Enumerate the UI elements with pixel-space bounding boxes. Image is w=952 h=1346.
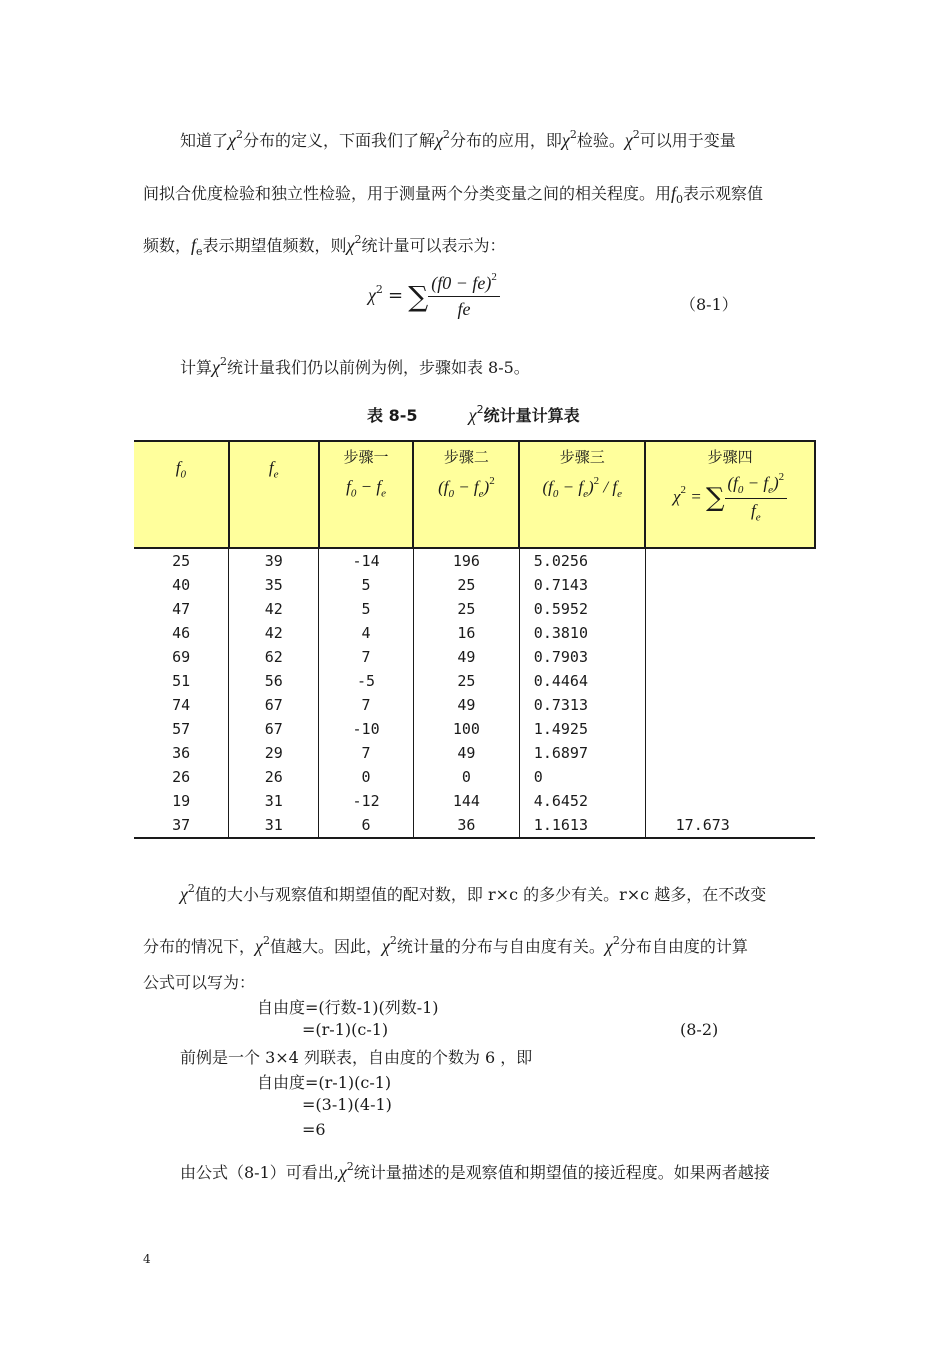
page-number: 4 (143, 1252, 151, 1266)
table-cell: 5 (319, 573, 414, 597)
table-cell (645, 548, 815, 573)
table-cell: 0 (319, 765, 414, 789)
dof-line-6: =6 (302, 1120, 326, 1139)
dof-line-4: 自由度=(r-1)(c-1) (257, 1073, 392, 1092)
table-cell: -14 (319, 548, 414, 573)
dof-line-3: 前例是一个 3×4 列联表，自由度的个数为 6 ，即 (180, 1048, 533, 1067)
table-cell: 0.3810 (519, 621, 645, 645)
chi-symbol: χ (228, 130, 236, 150)
table-row (134, 765, 815, 789)
table-cell: 74 (172, 696, 191, 714)
table-cell: 196 (413, 548, 519, 573)
table-cell: 67 (229, 717, 319, 741)
table-cell: 1.4925 (519, 717, 645, 741)
header-fe: $f_e$ (229, 441, 319, 548)
table-cell: 26 (172, 768, 191, 786)
table-cell (645, 741, 815, 765)
table-cell: 0 (519, 765, 645, 789)
table-cell: 4 (319, 621, 414, 645)
chi-symbol: χ (434, 130, 443, 150)
formula-number-8-1: （8-1） (680, 295, 738, 314)
table-cell: 7 (319, 693, 414, 717)
table-cell: 100 (413, 717, 519, 741)
dof-line-1: 自由度=(行数-1)(列数-1) (257, 998, 439, 1017)
table-cell: 4.6452 (519, 789, 645, 813)
table-cell: 0.4464 (519, 669, 645, 693)
header-step-1: 步骤一 $f_0 - f_e$ (319, 441, 414, 548)
table-cell: 29 (229, 741, 319, 765)
paragraph-4: 由公式（8-1）可看出$,\chi^2$统计量描述的是观察值和期望值的接近程度。如果两者越接 (180, 1159, 770, 1182)
table-row (134, 669, 815, 693)
table-cell: -12 (319, 789, 414, 813)
table-cell: 42 (229, 621, 319, 645)
table-cell: 62 (229, 645, 319, 669)
chi-symbol: χ (561, 130, 570, 150)
table-cell: 46 (172, 624, 191, 642)
header-step-2: 步骤二 $(f_0 - f_e)^2$ (413, 441, 519, 548)
table-cell: 5.0256 (519, 548, 645, 573)
table-cell: -10 (319, 717, 414, 741)
table-cell: 25 (413, 597, 519, 621)
table-row (134, 548, 815, 573)
table-cell: 17.673 (645, 813, 815, 838)
table-row (134, 597, 815, 621)
chi-square-table (134, 440, 816, 839)
table-cell: 0.7313 (519, 693, 645, 717)
table-cell: 57 (172, 720, 191, 738)
header-f0: $f_0$ (134, 441, 229, 548)
table-cell: 37 (134, 813, 229, 838)
table-cell: 25 (413, 669, 519, 693)
table-row (134, 741, 815, 765)
table-cell (645, 573, 815, 597)
table-row (134, 621, 815, 645)
formula-number-8-2: (8-2) (680, 1020, 719, 1039)
header-step-4: 步骤四 $\chi^2$ = ∑ $\frac{(f_0 - f_e)^2}{f_e}$ (645, 441, 815, 548)
paragraph-3-line-3: 公式可以写为： (143, 973, 256, 992)
table-cell: 7 (319, 741, 414, 765)
table-cell: 31 (229, 789, 319, 813)
table-caption: 表 8-5 $\chi^2$统计量计算表 (367, 402, 580, 425)
table-cell (645, 765, 815, 789)
table-row (134, 693, 815, 717)
paragraph-1-line-1: 知道了$\chi^2$分布的定义，下面我们了解$\chi^2$分布的应用，即$\chi^2$检验。$\chi^2$可以用于变量 (180, 127, 736, 150)
table-cell: 39 (229, 548, 319, 573)
table-cell: 0.7143 (519, 573, 645, 597)
dof-line-2: =(r-1)(c-1) (302, 1020, 389, 1039)
table-row (134, 573, 815, 597)
formula-8-1: $\chi^2$ = ∑ $\frac{(f0 - fe)^2}{fe}$ (368, 273, 500, 320)
table-cell (645, 717, 815, 741)
table-cell (645, 597, 815, 621)
table-cell (645, 789, 815, 813)
table-cell: 25 (172, 552, 191, 570)
table-cell: 0.5952 (519, 597, 645, 621)
table-cell: 5 (319, 597, 414, 621)
table-cell: 49 (413, 645, 519, 669)
paragraph-1-line-3: 频数，$f_e$表示期望值频数，则$\chi^2$统计量可以表示为： (143, 232, 506, 259)
table-cell: -5 (319, 669, 414, 693)
table-row (134, 789, 815, 813)
table-cell: 7 (319, 645, 414, 669)
table-cell: 51 (172, 672, 191, 690)
table-row (134, 813, 815, 838)
table-cell: 1.1613 (519, 813, 645, 838)
table-cell: 47 (172, 600, 191, 618)
table-row (134, 717, 815, 741)
paragraph-2: 计算$\chi^2$统计量我们仍以前例为例，步骤如表 8-5。 (180, 354, 530, 377)
table-cell: 36 (413, 813, 519, 838)
table-cell: 42 (229, 597, 319, 621)
table-cell: 40 (172, 576, 191, 594)
table-cell: 6 (319, 813, 414, 838)
fraction: $\frac{(f0 - fe)^2}{fe}$ (428, 273, 500, 320)
table-cell: 36 (172, 744, 191, 762)
table-cell: 25 (413, 573, 519, 597)
table-cell (645, 621, 815, 645)
table-body (134, 548, 815, 838)
table-cell: 49 (413, 693, 519, 717)
table-cell: 144 (413, 789, 519, 813)
header-step-3: 步骤三 $(f_0 - f_e)^2 / f_e$ (519, 441, 645, 548)
table-cell (645, 669, 815, 693)
summation-symbol: ∑ (408, 280, 429, 313)
table-cell: 0 (413, 765, 519, 789)
table-cell: 26 (229, 765, 319, 789)
table-cell: 56 (229, 669, 319, 693)
dof-line-5: =(3-1)(4-1) (302, 1095, 392, 1114)
table-cell: 1.6897 (519, 741, 645, 765)
table-row (134, 645, 815, 669)
table-cell: 69 (172, 648, 191, 666)
table-cell: 31 (229, 813, 319, 838)
table-cell: 67 (229, 693, 319, 717)
table-cell: 19 (172, 792, 191, 810)
table-cell (645, 645, 815, 669)
paragraph-3-line-1: $\chi^2$值的大小与观察值和期望值的配对数，即 r×c 的多少有关。r×c 越多，在不改变 (180, 881, 767, 904)
table-header-row (134, 441, 815, 548)
table-cell: 49 (413, 741, 519, 765)
table-cell: 35 (229, 573, 319, 597)
table-cell: 0.7903 (519, 645, 645, 669)
paragraph-1-line-2: 间拟合优度检验和独立性检验，用于测量两个分类变量之间的相关程度。用$f_0$表示观察值 (143, 183, 764, 207)
table-cell: 16 (413, 621, 519, 645)
chi-symbol: χ (624, 130, 633, 150)
table-cell (645, 693, 815, 717)
paragraph-3-line-2: 分布的情况下，$\chi^2$值越大。因此，$\chi^2$统计量的分布与自由度有关。$\chi^2$分布自由度的计算 (143, 933, 748, 956)
